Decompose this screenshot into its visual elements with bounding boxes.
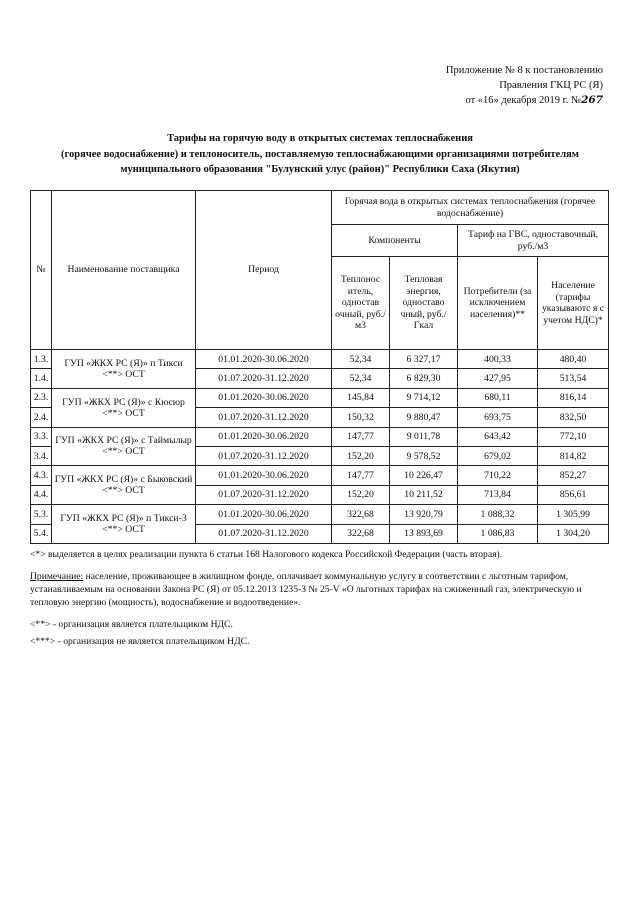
population-cell: 1 304,20: [538, 524, 609, 543]
consumers-cell: 427,95: [458, 369, 538, 388]
header-tariff: Тариф на ГВС, одноставочный, руб./м3: [458, 225, 609, 257]
row-num: 1.3.: [31, 350, 52, 369]
carrier-cell: 152,20: [332, 485, 390, 504]
energy-cell: 6 327,17: [390, 350, 458, 369]
title-line-2: (горячее водоснабжение) и теплоноситель, поставляемую теплоснабжающими организациями потребителям: [61, 148, 579, 160]
table-row: [31, 466, 609, 485]
energy-cell: 9 011,78: [390, 427, 458, 446]
consumers-cell: 1 086,83: [458, 524, 538, 543]
period-cell: 01.07.2020-31.12.2020: [196, 485, 332, 504]
title-line-3: муниципального образования "Булунский улус (район)" Республики Саха (Якутия): [120, 164, 520, 175]
consumers-cell: 400,33: [458, 350, 538, 369]
header-period: Период: [196, 191, 332, 350]
period-cell: 01.07.2020-31.12.2020: [196, 524, 332, 543]
footnote-remark: [30, 570, 610, 609]
header-hot-water-group: Горячая вода в открытых системах теплоснабжения (горячее водоснабжение): [332, 191, 609, 225]
population-cell: 480,40: [538, 350, 609, 369]
consumers-cell: 713,84: [458, 485, 538, 504]
period-cell: 01.01.2020-30.06.2020: [196, 466, 332, 485]
header-population: Население (тарифы указываютс я с учетом НДС)*: [538, 257, 609, 350]
population-cell: 852,27: [538, 466, 609, 485]
header-num: №: [31, 191, 52, 350]
carrier-cell: 147,77: [332, 466, 390, 485]
population-cell: 814,82: [538, 446, 609, 465]
supplier-cell: ГУП «ЖКХ РС (Я)» с Быковский <**> ОСТ: [52, 466, 196, 505]
row-num: 1.4.: [31, 369, 52, 388]
period-cell: 01.01.2020-30.06.2020: [196, 427, 332, 446]
supplier-cell: ГУП «ЖКХ РС (Я)» с Кюсюр <**> ОСТ: [52, 388, 196, 427]
header-line-date: [343, 93, 603, 108]
header-date-text: от «16» декабря 2019 г. №: [465, 95, 582, 106]
row-num: 5.4.: [31, 524, 52, 543]
energy-cell: 13 920,79: [390, 505, 458, 524]
period-cell: 01.01.2020-30.06.2020: [196, 388, 332, 407]
table-row: [31, 505, 609, 524]
title-line-1: Тарифы на горячую воду в открытых системах теплоснабжения: [167, 133, 473, 144]
energy-cell: 10 226,47: [390, 466, 458, 485]
carrier-cell: 152,20: [332, 446, 390, 465]
period-cell: 01.01.2020-30.06.2020: [196, 350, 332, 369]
carrier-cell: 145,84: [332, 388, 390, 407]
header-components: Компоненты: [332, 225, 458, 257]
footnote-non-vat-payer: <***> - организация не является плательщиком НДС.: [30, 636, 250, 647]
header-energy: Тепловая энергия, одноставо чный, руб./Гкал: [390, 257, 458, 350]
header-consumers: Потребители (за исключением населения)**: [458, 257, 538, 350]
carrier-cell: 150,32: [332, 408, 390, 427]
remark-label: Примечание:: [30, 571, 84, 582]
energy-cell: 13 893,69: [390, 524, 458, 543]
population-cell: 772,10: [538, 427, 609, 446]
footnotes: [30, 548, 610, 652]
period-cell: 01.07.2020-31.12.2020: [196, 446, 332, 465]
header-carrier: Теплонос итель, одностав очный, руб./м3: [332, 257, 390, 350]
footnote-vat-allocation: <*> выделяется в целях реализации пункта 6 статьи 168 Налогового кодекса Российской Федерации (часть вторая).: [30, 549, 503, 560]
population-cell: 816,14: [538, 388, 609, 407]
document-header: [343, 63, 603, 108]
period-cell: 01.01.2020-30.06.2020: [196, 505, 332, 524]
handwritten-number: 267: [581, 94, 603, 106]
population-cell: 513,54: [538, 369, 609, 388]
header-line-appendix: Приложение № 8 к постановлению: [445, 65, 603, 76]
carrier-cell: 52,34: [332, 350, 390, 369]
consumers-cell: 1 088,32: [458, 505, 538, 524]
carrier-cell: 52,34: [332, 369, 390, 388]
period-cell: 01.07.2020-31.12.2020: [196, 408, 332, 427]
carrier-cell: 322,68: [332, 505, 390, 524]
energy-cell: 9 880,47: [390, 408, 458, 427]
supplier-cell: ГУП «ЖКХ РС (Я)» п Тикси <**> ОСТ: [52, 350, 196, 389]
row-num: 5.3.: [31, 505, 52, 524]
footnote-vat-payer: <**> - организация является плательщиком НДС.: [30, 619, 233, 630]
energy-cell: 9 578,52: [390, 446, 458, 465]
row-num: 2.4.: [31, 408, 52, 427]
consumers-cell: 680,11: [458, 388, 538, 407]
table-row: [31, 427, 609, 446]
row-num: 3.3.: [31, 427, 52, 446]
supplier-cell: ГУП «ЖКХ РС (Я)» с Таймылыр <**> ОСТ: [52, 427, 196, 466]
header-line-board: Правления ГКЦ РС (Я): [499, 80, 603, 91]
row-num: 3.4.: [31, 446, 52, 465]
remark-text: население, проживающее в жилищном фонде, оплачивает коммунальную услугу в соответствии с льготным тарифом, устанавливаемым на основании Закона РС (Я) от 05.12.2013 1235-З № 25-V «О льготных тарифах на сжиженный газ, электрическую и тепловую энергию (мощность), водоснабжение и водоотведение».: [30, 571, 582, 608]
population-cell: 856,61: [538, 485, 609, 504]
energy-cell: 9 714,12: [390, 388, 458, 407]
energy-cell: 10 211,52: [390, 485, 458, 504]
supplier-cell: ГУП «ЖКХ РС (Я)» п Тикси-3 <**> ОСТ: [52, 505, 196, 544]
document-title: [20, 131, 620, 178]
tariff-table: [30, 190, 609, 544]
row-num: 4.3.: [31, 466, 52, 485]
period-cell: 01.07.2020-31.12.2020: [196, 369, 332, 388]
population-cell: 832,50: [538, 408, 609, 427]
carrier-cell: 147,77: [332, 427, 390, 446]
consumers-cell: 710,22: [458, 466, 538, 485]
row-num: 2.3.: [31, 388, 52, 407]
consumers-cell: 643,42: [458, 427, 538, 446]
row-num: 4.4.: [31, 485, 52, 504]
consumers-cell: 679,02: [458, 446, 538, 465]
table-row: [31, 388, 609, 407]
table-row: [31, 350, 609, 369]
carrier-cell: 322,68: [332, 524, 390, 543]
header-supplier: Наименование поставщика: [52, 191, 196, 350]
consumers-cell: 693,75: [458, 408, 538, 427]
population-cell: 1 305,99: [538, 505, 609, 524]
energy-cell: 6 829,30: [390, 369, 458, 388]
